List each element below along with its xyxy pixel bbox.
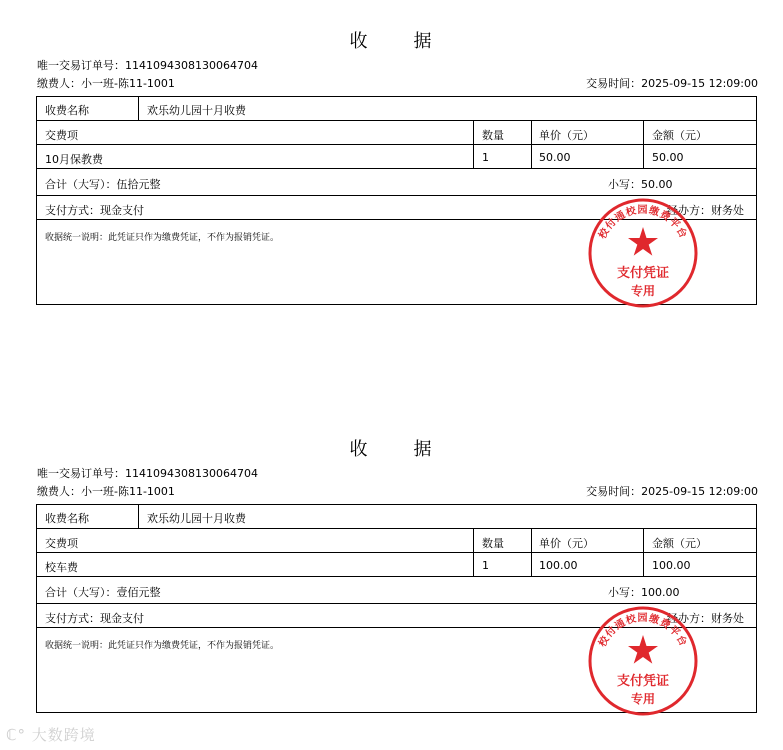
item-amount: 100.00 [652,559,691,572]
fee-name: 欢乐幼儿园十月收费 [147,104,246,117]
fee-name-label: 收费名称 [45,104,89,117]
fee-name-label: 收费名称 [45,512,89,525]
order-number: 唯一交易订单号：1141094308130064704 [37,59,258,72]
payer: 缴费人：小一班-陈11-1001 [37,77,175,90]
col-item-header: 交费项 [45,537,78,550]
item-price: 100.00 [539,559,578,572]
svg-text:校付通校园缴费平台: 校付通校园缴费平台 [597,613,689,649]
svg-text:支付凭证: 支付凭证 [616,266,670,281]
receipt-note: 收据统一说明：此凭证只作为缴费凭证，不作为报销凭证。 [45,641,280,651]
handler: 经办方：财务处 [667,204,744,217]
col-item-header: 交费项 [45,129,78,142]
receipt-note: 收据统一说明：此凭证只作为缴费凭证，不作为报销凭证。 [45,233,280,243]
transaction-time: 交易时间：2025-09-15 12:09:00 [586,77,758,90]
col-qty-header: 数量 [482,537,504,550]
item-qty: 1 [482,559,489,572]
col-price-header: 单价（元） [539,537,594,550]
receipt-table [36,504,757,713]
payment-method: 支付方式：现金支付 [45,204,144,217]
col-amount-header: 金额（元） [652,129,707,142]
svg-text:专用: 专用 [630,284,656,298]
receipt-title: 收 据 [349,31,434,52]
total-lower: 小写：50.00 [608,178,673,191]
watermark-logo-icon: ℂ° [6,726,32,744]
svg-text:校付通校园缴费平台: 校付通校园缴费平台 [597,204,689,241]
item-name: 10月保教费 [45,153,103,166]
fee-name: 欢乐幼儿园十月收费 [147,512,246,525]
total-upper: 合计（大写）：壹佰元整 [45,586,161,599]
receipt-2 [0,408,783,708]
svg-text:专用: 专用 [630,692,656,706]
col-qty-header: 数量 [482,129,504,142]
total-upper: 合计（大写）：伍拾元整 [45,178,161,191]
payer: 缴费人：小一班-陈11-1001 [37,485,175,498]
transaction-time: 交易时间：2025-09-15 12:09:00 [586,485,758,498]
item-amount: 50.00 [652,151,684,164]
handler: 经办方：财务处 [667,612,744,625]
col-price-header: 单价（元） [539,129,594,142]
col-amount-header: 金额（元） [652,537,707,550]
item-name: 校车费 [45,561,78,574]
item-qty: 1 [482,151,489,164]
watermark: ℂ° 大数跨境 [6,726,96,744]
receipt-table [36,96,757,305]
payment-method: 支付方式：现金支付 [45,612,144,625]
receipt-title: 收 据 [349,439,434,460]
receipt-1 [0,0,783,300]
order-number: 唯一交易订单号：1141094308130064704 [37,467,258,480]
total-lower: 小写：100.00 [608,586,680,599]
item-price: 50.00 [539,151,571,164]
svg-text:支付凭证: 支付凭证 [616,674,670,689]
